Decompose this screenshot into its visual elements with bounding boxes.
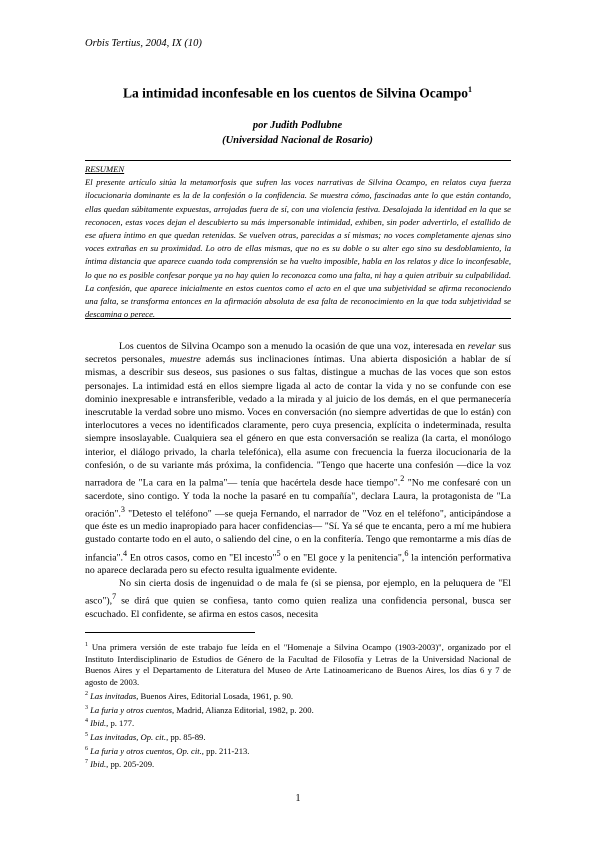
page-number: 1 [295,793,301,804]
paragraph-1 [85,340,511,577]
p2-segment: No sin cierta dosis de ingenuidad o de mala fe (si se piensa, por ejemplo, en la peluquera de "El asco"), [85,578,511,607]
footnote-title: Las invitadas [90,690,137,701]
p1-segment: "No me confesaré con un sacerdote, sino contigo. Y toda la noche la pasaré en tu compañía", declara Laura, la protagonista de "La oración". [85,477,511,519]
footnote-text: , p. 177. [106,718,135,729]
abstract-label: RESUMEN [85,164,125,174]
footnote-2 [85,689,511,703]
footnote-1 [85,640,511,689]
p1-emphasis: revelar [467,341,496,352]
p1-segment: Los cuentos de Silvina Ocampo son a menudo la ocasión de que una voz, interesada en [119,341,468,352]
p1-segment: En otros casos, como en "El incesto" [127,551,277,563]
abstract [85,163,511,321]
byline [85,118,510,148]
footnote-ref-3[interactable]: 3 [120,504,125,514]
footnote-number: 4 [85,718,88,725]
footnote-5 [85,730,511,744]
abstract-bottom-rule [85,318,511,319]
author-affiliation: (Universidad Nacional de Rosario) [222,135,373,146]
body-text [85,340,511,621]
footnote-ref-7[interactable]: 7 [112,592,117,602]
footnote-title: La furia y otros cuentos, Op. cit. [90,745,202,756]
footnote-number: 3 [85,704,88,711]
footnote-number: 1 [85,642,88,648]
footnote-text: , pp. 211-213. [201,745,250,756]
footnote-title: Ibid. [90,759,107,770]
p1-segment: sus secretos personales, [85,341,511,366]
footnote-number: 2 [85,691,88,698]
author-name: por Judith Podlubne [252,120,343,131]
footnote-number: 6 [85,745,88,752]
title-text: La intimidad inconfesable en los cuentos de Silvina Ocampo [122,85,469,101]
footnote-text: , pp. 85-89. [166,731,206,742]
footnote-ref-6[interactable]: 6 [404,548,409,558]
footnote-ref-4[interactable]: 4 [123,548,128,558]
p1-segment: "Detesto el teléfono" —se queja Fernando, el narrador de "Voz en el teléfono", anticipándose a que éste es un medio inapropiado para hacer confidencias— "Sí. Ya sé que te encanta, pero a mí me hubiera gustado contarte todo en el auto, o saliendo del cine, o en la confitería. Tengo que remontarme a mis días de infancia". [85,507,511,563]
footnote-6 [85,744,511,758]
footnote-3 [85,703,511,717]
footnote-title: Ibid. [90,718,107,729]
footnote-text: , Madrid, Alianza Editorial, 1982, p. 200. [171,704,314,715]
title-footnote-ref[interactable]: 1 [468,85,473,94]
p1-segment: la intención performativa no aparece declarada pero su efecto resulta igualmente evidente. [85,551,511,577]
footnote-number: 5 [85,732,88,739]
abstract-top-rule [85,160,511,161]
footnote-text: Una primera versión de este trabajo fue leída en el "Homenaje a Silvina Ocampo (1903-2003)", organizado por el Instituto Interdisciplinario de Estudios de Género de la Facultad de Filosofía y Letras de la Universidad Nacional de Buenos Aires y el Departamento de Literatura del Museo de Arte Latinoamericano de Buenos Aires, los días 6 y 7 de agosto de 2003. [85,641,512,688]
footnote-ref-5[interactable]: 5 [276,548,281,558]
article-title [85,85,510,102]
running-header: Orbis Tertius, 2004, IX (10) [85,38,202,49]
footnote-4 [85,716,511,730]
footnote-text: , Buenos Aires, Editorial Losada, 1961, p. 90. [136,690,294,701]
p1-segment: además sus inclinaciones íntimas. Una abierta disposición a hablar de sí mismas, a describir sus deseos, sus pasiones o sus faltas, distingue a muchas de las voces que son estos personajes. La intimidad está en ellos siempre ligada al acto de contar la vida y no se confunde con ese dominio inexpresable e intransferible, vedado a la mirada y al juicio de los demás, en el que permanecería inescrutable la verdad sobre uno mismo. Voces en conversación (no siempre advertidas de que lo están) con interlocutores a veces no identificados claramente, pero cuya presencia, explícita o indeterminada, resulta siempre insoslayable. Cualquiera sea el género en que esta conversación se realiza (la carta, el monólogo interior, el diálogo privado, la charla telefónica), ella asume con frecuencia la fuerza ilocucionaria de la confesión, o de su variante más próxima, la confidencia. "Tengo que hacerte una confesión —dice la voz narradora de "La cara en la palma"— tenía que hacértela desde hace tiempo". [85,354,511,489]
footnote-text: , pp. 205-209. [106,759,155,770]
footnotes [85,640,511,771]
paragraph-2 [85,577,511,621]
p2-segment: se dirá que quien se confiesa, tanto como quien realiza una confidencia personal, busca ser escuchado. El confidente, se afirma en estos casos, necesita [85,595,511,620]
footnote-7 [85,757,511,771]
abstract-text: El presente artículo sitúa la metamorfosis que sufren las voces narrativas de Silvina Ocampo, en relatos cuya fuerza ilocucionaria dominante es la de la confesión o la confidencia. Se muestra cómo, fascinadas ante lo que están contando, ellas quedan súbitamente expuestas, arrojadas fuera de sí, con una violencia festiva. Desalojada la identidad en la que se reconocen, estas voces dejan el descubierto su más impersonable intimidad, exhiben, sin poder advertirlo, el estallido de ese afuera íntimo en que quedan retenidas. Se vuelven otras, parecidas a sí mismas; no voces completamente ajenas sino voces extrañas en su proximidad. Lo otro de ellas mismas, que no es su doble o su alter ego sino su desdoblamiento, la íntima distancia que aparece cuando toda comprensión se ha vuelto imposible, habla en los relatos y dice lo inconfesable, lo que no es posible confesar porque ya no hay quien lo reconozca como una falta, ni hay a quien atribuir su culpabilidad. La confesión, que aparece inicialmente en estos cuentos como el acto en el que una subjetividad se afirma reconociendo una falta, se transforma entonces en la afirmación absoluta de esa falta de reconocimiento en la que toda subjetividad se descamina o perece. [85,177,511,320]
footnote-separator [85,632,255,633]
footnote-ref-2[interactable]: 2 [400,474,405,484]
p1-segment: o en "El goce y la penitencia", [280,551,405,563]
footnote-title: La furia y otros cuentos [90,704,172,715]
p1-emphasis: muestre [170,354,201,366]
footnote-number: 7 [85,759,88,766]
footnote-title: Las invitadas, Op. cit. [90,731,167,742]
